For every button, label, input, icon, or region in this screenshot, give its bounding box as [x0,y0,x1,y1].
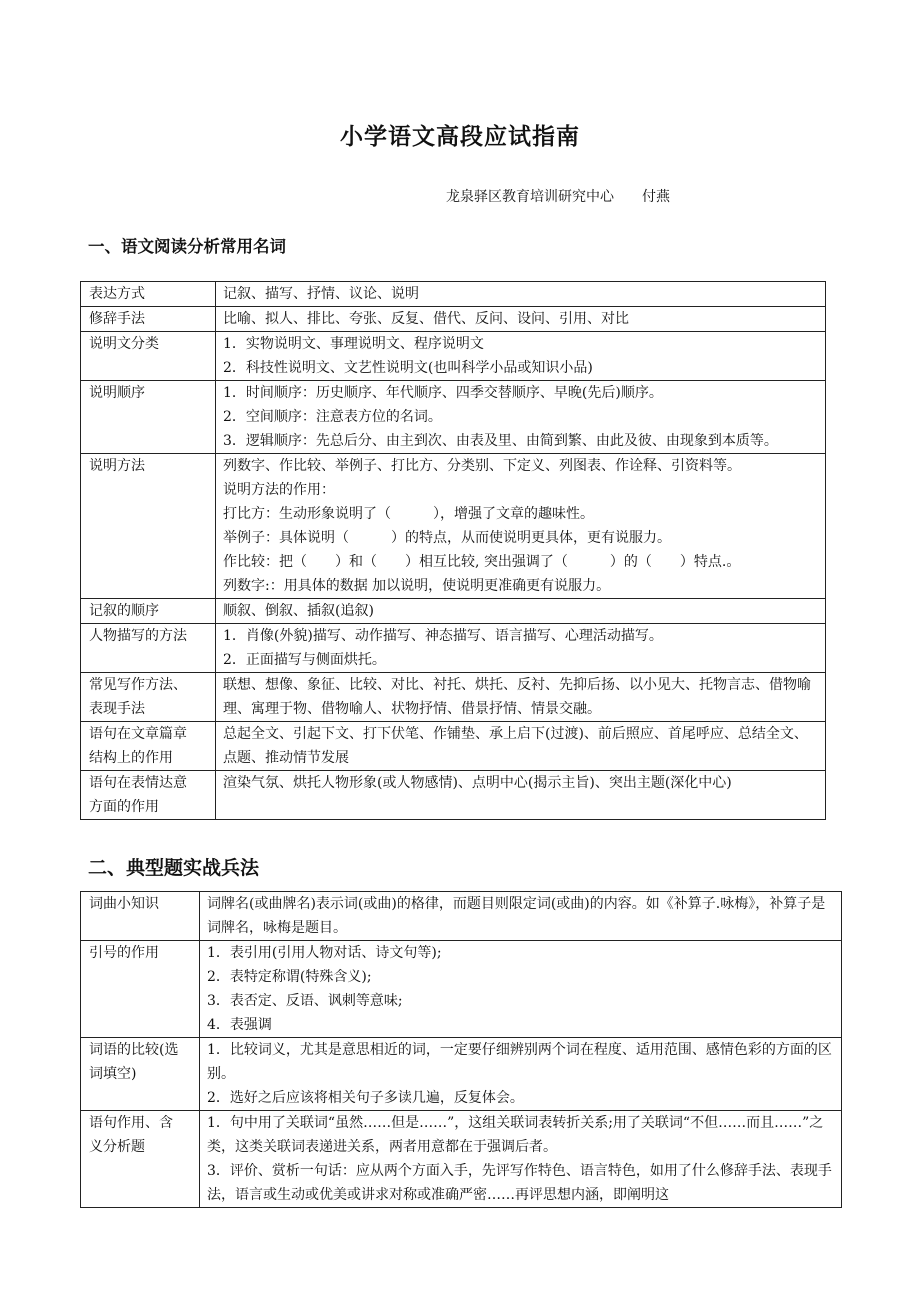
row-content-cell [200,892,842,941]
row-label: 记叙的顺序 [89,603,159,619]
row-label: 说明文分类 [89,336,159,352]
row-content-line: 1．比较词义，尤其是意思相近的词，一定要仔细辨别两个词在程度、适用范围、感情色彩的方面的区别。 [207,1042,832,1082]
row-label-cell [81,282,216,307]
row-content-cell [216,381,826,454]
row-label-cell [81,1038,200,1111]
row-label-cell [81,624,216,673]
row-content-line: 3．逻辑顺序：先总后分、由主到次、由表及里、由简到繁、由此及彼、由现象到本质等。 [223,433,778,449]
row-content-line: 总起全文、引起下文、打下伏笔、作铺垫、承上启下(过渡)、前后照应、首尾呼应、总结全文、点题、推动情节发展 [223,726,808,766]
row-content-line: 3．表否定、反语、讽刺等意味; [207,993,403,1009]
row-content-line: 3．评价、赏析一句话：应从两个方面入手，先评写作特色、语言特色，如用了什么修辞手法、表现手法，语言或生动或优美或讲求对称或准确严密……再评思想内涵，即阐明这 [207,1163,832,1203]
row-label: 人物描写的方法 [89,628,187,644]
section1-heading: 一、语文阅读分析常用名词 [88,237,286,256]
row-content-cell [216,722,826,771]
table-row [81,722,826,771]
row-content-line: 2．表特定称谓(特殊含义); [207,969,372,985]
row-content-cell [216,673,826,722]
row-label: 结构上的作用 [89,750,173,766]
row-content-cell [200,1038,842,1111]
row-label-cell [81,381,216,454]
row-content-line: 1．表引用(引用人物对话、诗文句等); [207,945,442,961]
row-label: 引号的作用 [89,945,159,961]
row-label: 表达方式 [89,286,145,302]
row-content-cell [200,1111,842,1208]
table-row [81,771,826,820]
table-row [81,332,826,381]
row-content-cell [216,307,826,332]
row-label-cell [81,307,216,332]
terms-table [80,281,826,820]
row-label: 语句作用、含 [89,1115,173,1131]
row-content-line: 打比方：生动形象说明了（ ），增强了文章的趣味性。 [223,506,594,522]
row-content-line: 1．实物说明文、事理说明文、程序说明文 [223,336,484,352]
page-title: 小学语文高段应试指南 [340,124,580,150]
row-content-line: 词牌名(或曲牌名)表示词(或曲)的格律，而题目则限定词(或曲)的内容。如《补算子.咏梅》，补算子是词牌名，咏梅是题目。 [207,896,826,936]
row-content-line: 2．科技性说明文、文艺性说明文(也叫科学小品或知识小品) [223,360,593,376]
table-row [81,307,826,332]
section2-heading: 二、典型题实战兵法 [88,857,260,879]
row-label: 常见写作方法、 [89,677,187,693]
row-content-line: 作比较：把（ ）和（ ）相互比较, 突出强调了（ ）的（ ）特点.。 [223,554,741,570]
row-label-cell [81,722,216,771]
row-label: 词语的比较(选 [89,1042,179,1058]
row-content-cell [216,624,826,673]
table-row [81,282,826,307]
row-label-cell [81,771,216,820]
table-row [81,1038,842,1111]
table-row [81,381,826,454]
row-content-line: 举例子：具体说明（ ）的特点，从而使说明更具体，更有说服力。 [223,530,671,546]
row-label: 说明方法 [89,458,145,474]
row-label: 说明顺序 [89,385,145,401]
author-line: 龙泉驿区教育培训研究中心 付燕 [446,189,670,205]
row-content-line: 1．时间顺序：历史顺序、年代顺序、四季交替顺序、早晚(先后)顺序。 [223,385,663,401]
row-label: 义分析题 [89,1139,145,1155]
row-label-cell [81,599,216,624]
row-content-cell [216,332,826,381]
table-row [81,454,826,599]
row-label: 词曲小知识 [89,896,159,912]
row-content-line: 4．表强调 [207,1017,272,1033]
row-label: 词填空) [89,1066,137,1082]
row-content-cell [216,282,826,307]
row-content-line: 顺叙、倒叙、插叙(追叙) [223,603,374,619]
row-label-cell [81,892,200,941]
row-label: 语句在表情达意 [89,775,187,791]
row-content-cell [200,941,842,1038]
row-label-cell [81,673,216,722]
table-row [81,941,842,1038]
tactics-table [80,891,842,1208]
table-row [81,892,842,941]
row-label: 表现手法 [89,701,145,717]
row-label-cell [81,941,200,1038]
row-label-cell [81,454,216,599]
row-content-line: 1．肖像(外貌)描写、动作描写、神态描写、语言描写、心理活动描写。 [223,628,663,644]
table-row [81,624,826,673]
row-label: 语句在文章篇章 [89,726,187,742]
row-label: 方面的作用 [89,799,159,815]
row-content-line: 列数字、作比较、举例子、打比方、分类别、下定义、列图表、作诠释、引资料等。 [223,458,741,474]
row-content-line: 记叙、描写、抒情、议论、说明 [223,286,419,302]
row-content-cell [216,454,826,599]
row-content-line: 2．空间顺序：注意表方位的名词。 [223,409,442,425]
row-content-line: 列数字:：用具体的数据 加以说明，使说明更准确更有说服力。 [223,578,611,594]
table-row [81,673,826,722]
row-content-line: 2．选好之后应该将相关句子多读几遍，反复体会。 [207,1090,524,1106]
row-content-line: 比喻、拟人、排比、夸张、反复、借代、反问、设问、引用、对比 [223,311,629,327]
table-row [81,1111,842,1208]
row-content-line: 1．句中用了关联词“虽然……但是……”，这组关联词表转折关系;用了关联词“不但……而且……”之类，这类关联词表递进关系，两者用意都在于强调后者。 [207,1115,824,1155]
table-row [81,599,826,624]
row-content-line: 渲染气氛、烘托人物形象(或人物感情)、点明中心(揭示主旨)、突出主题(深化中心) [223,775,732,791]
row-content-cell [216,599,826,624]
row-label-cell [81,1111,200,1208]
row-content-line: 说明方法的作用： [223,482,335,498]
row-content-cell [216,771,826,820]
row-label: 修辞手法 [89,311,145,327]
row-label-cell [81,332,216,381]
row-content-line: 联想、想像、象征、比较、对比、衬托、烘托、反衬、先抑后扬、以小见大、托物言志、借物喻理、寓理于物、借物喻人、状物抒情、借景抒情、情景交融。 [223,677,811,717]
row-content-line: 2．正面描写与侧面烘托。 [223,652,386,668]
